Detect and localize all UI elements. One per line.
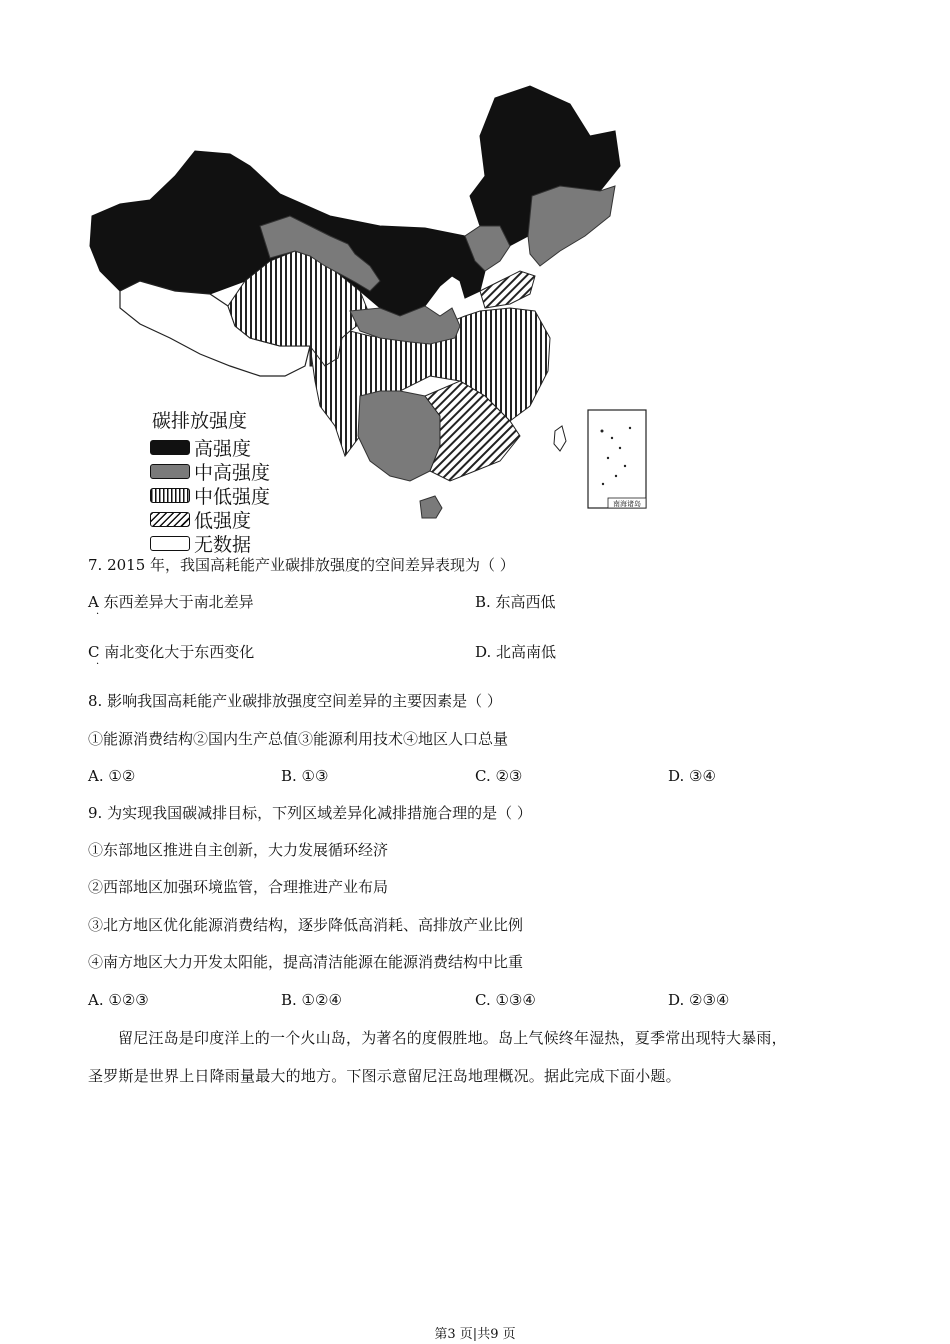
legend-item-high xyxy=(150,435,270,459)
q7-option-b[interactable]: B. 东高西低 xyxy=(475,593,556,611)
legend-label: 中低强度 xyxy=(194,485,271,508)
q9-option-d[interactable]: D. ②③④ xyxy=(668,991,730,1009)
q7-option-c[interactable]: C 南北变化大于东西变化 xyxy=(88,643,255,661)
q9-statement-1: ①东部地区推进自主创新，大力发展循环经济 xyxy=(88,841,389,859)
q7-option-a[interactable]: A 东西差异大于南北差异 xyxy=(88,593,254,611)
q8-option-c[interactable]: C. ②③ xyxy=(475,767,523,785)
legend-swatch-none xyxy=(150,536,190,551)
region-taiwan xyxy=(554,426,566,451)
legend-label: 无数据 xyxy=(194,533,252,556)
legend-swatch-midhigh xyxy=(150,464,190,479)
q8-stem: 8. 影响我国高耗能产业碳排放强度空间差异的主要因素是（ ） xyxy=(88,692,502,710)
q7-option-d[interactable]: D. 北高南低 xyxy=(475,643,557,661)
legend-item-none xyxy=(150,531,270,555)
page-footer: 第3 页|共9 页 xyxy=(434,1327,516,1342)
q8-option-d[interactable]: D. ③④ xyxy=(668,767,716,785)
passage-line-2: 圣罗斯是世界上日降雨量最大的地方。下图示意留尼汪岛地理概况。据此完成下面小题。 xyxy=(88,1067,681,1085)
q8-statement: ①能源消费结构②国内生产总值③能源利用技术④地区人口总量 xyxy=(88,730,509,748)
region-midhigh-guizhou xyxy=(358,391,440,481)
legend-label: 中高强度 xyxy=(194,461,271,484)
q9-stem: 9. 为实现我国碳减排目标，下列区域差异化减排措施合理的是（ ） xyxy=(88,804,532,822)
region-midhigh-northeast xyxy=(528,186,615,266)
region-midhigh-hainan xyxy=(420,496,442,518)
q9-statement-4: ④南方地区大力开发太阳能，提高清洁能源在能源消费结构中比重 xyxy=(88,953,524,971)
q9-option-a[interactable]: A. ①②③ xyxy=(88,991,149,1009)
q8-option-b[interactable]: B. ①③ xyxy=(281,767,329,785)
legend-title: 碳排放强度 xyxy=(152,410,248,432)
south-sea-inset xyxy=(588,410,646,508)
q7-stem: 7. 2015 年，我国高耗能产业碳排放强度的空间差异表现为（ ） xyxy=(88,556,515,574)
region-low-shandong xyxy=(480,271,535,308)
legend-item-midlow xyxy=(150,483,270,507)
inset-label: 南海诸岛 xyxy=(613,500,641,508)
legend-swatch-midlow xyxy=(150,488,190,503)
legend-item-low xyxy=(150,507,270,531)
q8-option-a[interactable]: A. ①② xyxy=(88,767,136,785)
q9-option-b[interactable]: B. ①②④ xyxy=(281,991,342,1009)
q9-statement-2: ②西部地区加强环境监管，合理推进产业布局 xyxy=(88,878,389,896)
legend-label: 高强度 xyxy=(194,437,252,460)
q9-statement-3: ③北方地区优化能源消费结构，逐步降低高消耗、高排放产业比例 xyxy=(88,916,524,934)
legend-label: 低强度 xyxy=(194,509,252,532)
legend-item-midhigh xyxy=(150,459,270,483)
legend-swatch-low xyxy=(150,512,190,527)
q9-option-c[interactable]: C. ①③④ xyxy=(475,991,536,1009)
passage-line-1: 留尼汪岛是印度洋上的一个火山岛，为著名的度假胜地。岛上气候终年湿热，夏季常出现特大暴雨， xyxy=(118,1029,787,1047)
bullet-dot: · xyxy=(96,609,100,620)
legend-swatch-high xyxy=(150,440,190,455)
bullet-dot: · xyxy=(96,659,100,670)
map-legend xyxy=(150,406,270,555)
